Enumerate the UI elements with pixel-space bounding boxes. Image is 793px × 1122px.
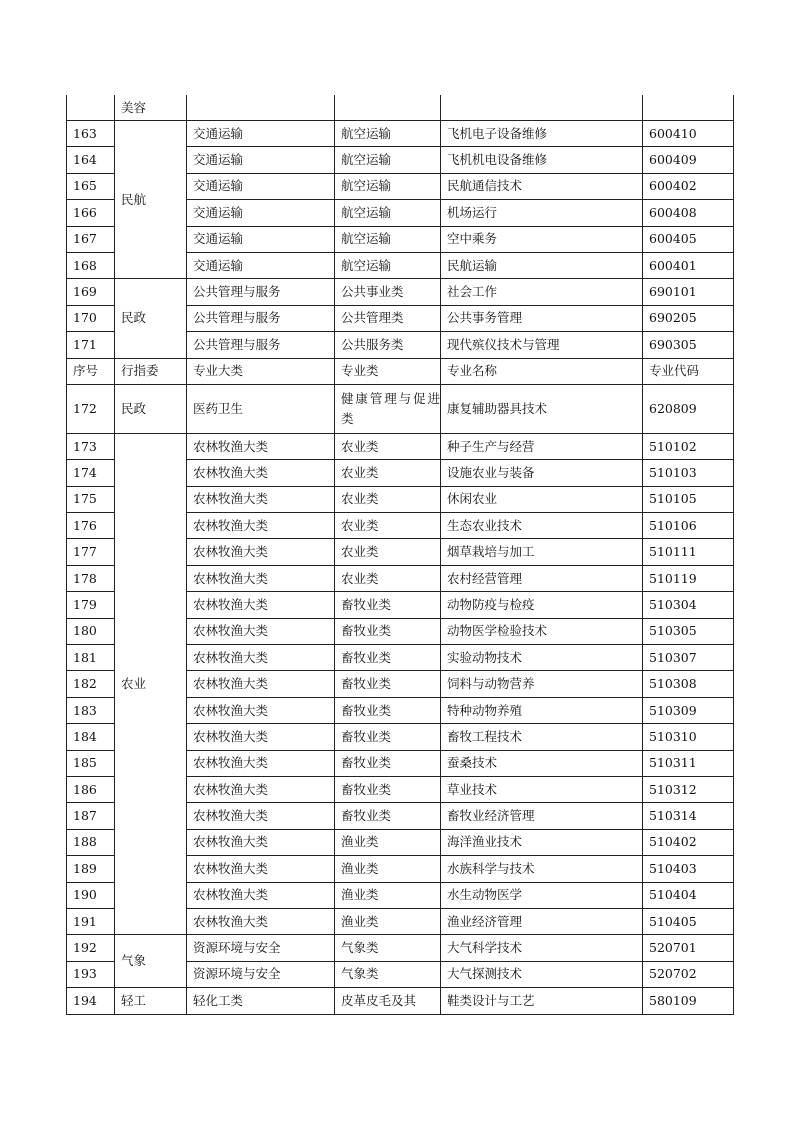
cell-code: 600401 (643, 252, 734, 278)
cell-category: 农林牧渔大类 (187, 750, 335, 776)
cell-category: 医药卫生 (187, 384, 335, 433)
cell-ministry: 农业 (115, 433, 187, 934)
header-category: 专业大类 (187, 358, 335, 384)
cell-class: 皮革皮毛及其 (335, 988, 441, 1014)
cell-class: 航空运输 (335, 252, 441, 278)
cell-code: 510102 (643, 433, 734, 459)
cell-no: 177 (67, 539, 115, 565)
cell-class: 畜牧业类 (335, 645, 441, 671)
cell-no: 190 (67, 882, 115, 908)
cell-name: 动物医学检验技术 (441, 618, 643, 644)
cell-no: 172 (67, 384, 115, 433)
cell-category: 交通运输 (187, 252, 335, 278)
cell-code: 600409 (643, 147, 734, 173)
cell-no: 193 (67, 961, 115, 987)
cell-no (67, 95, 115, 121)
cell-category: 农林牧渔大类 (187, 539, 335, 565)
table-row (67, 121, 734, 147)
cell-code: 510403 (643, 856, 734, 882)
cell-code: 510305 (643, 618, 734, 644)
cell-category (187, 95, 335, 121)
cell-class: 航空运输 (335, 173, 441, 199)
cell-name: 水族科学与技术 (441, 856, 643, 882)
table-row (67, 988, 734, 1014)
cell-category: 农林牧渔大类 (187, 697, 335, 723)
cell-class: 航空运输 (335, 147, 441, 173)
cell-category: 资源环境与安全 (187, 935, 335, 961)
cell-no: 192 (67, 935, 115, 961)
cell-no: 167 (67, 226, 115, 252)
cell-class: 气象类 (335, 935, 441, 961)
cell-category: 农林牧渔大类 (187, 882, 335, 908)
cell-name: 飞机机电设备维修 (441, 147, 643, 173)
cell-no: 169 (67, 279, 115, 305)
cell-code: 600402 (643, 173, 734, 199)
cell-category: 资源环境与安全 (187, 961, 335, 987)
table-row (67, 384, 734, 433)
cell-class: 畜牧业类 (335, 697, 441, 723)
cell-class: 公共事业类 (335, 279, 441, 305)
cell-code: 510312 (643, 776, 734, 802)
cell-class: 渔业类 (335, 829, 441, 855)
cell-category: 农林牧渔大类 (187, 460, 335, 486)
cell-code: 510119 (643, 565, 734, 591)
cell-no: 165 (67, 173, 115, 199)
cell-no: 180 (67, 618, 115, 644)
cell-category: 公共管理与服务 (187, 305, 335, 331)
cell-name: 生态农业技术 (441, 513, 643, 539)
cell-class: 畜牧业类 (335, 750, 441, 776)
cell-no: 194 (67, 988, 115, 1014)
cell-no: 186 (67, 776, 115, 802)
cell-ministry: 气象 (115, 935, 187, 988)
cell-code: 620809 (643, 384, 734, 433)
cell-no: 168 (67, 252, 115, 278)
cell-code: 510404 (643, 882, 734, 908)
cell-category: 农林牧渔大类 (187, 724, 335, 750)
cell-class: 农业类 (335, 486, 441, 512)
cell-name: 动物防疫与检疫 (441, 592, 643, 618)
header-name: 专业名称 (441, 358, 643, 384)
cell-no: 185 (67, 750, 115, 776)
cell-category: 轻化工类 (187, 988, 335, 1014)
cell-no: 174 (67, 460, 115, 486)
cell-name (441, 95, 643, 121)
cell-code (643, 95, 734, 121)
cell-code: 520702 (643, 961, 734, 987)
cell-code: 510311 (643, 750, 734, 776)
cell-category: 公共管理与服务 (187, 332, 335, 358)
cell-no: 191 (67, 908, 115, 934)
cell-no: 166 (67, 200, 115, 226)
cell-code: 520701 (643, 935, 734, 961)
cell-name: 畜牧工程技术 (441, 724, 643, 750)
cell-code: 580109 (643, 988, 734, 1014)
cell-code: 510402 (643, 829, 734, 855)
cell-name: 社会工作 (441, 279, 643, 305)
cell-name: 鞋类设计与工艺 (441, 988, 643, 1014)
cell-name: 民航通信技术 (441, 173, 643, 199)
cell-category: 农林牧渔大类 (187, 645, 335, 671)
cell-category: 农林牧渔大类 (187, 565, 335, 591)
cell-code: 690101 (643, 279, 734, 305)
cell-no: 170 (67, 305, 115, 331)
cell-category: 农林牧渔大类 (187, 513, 335, 539)
cell-name: 康复辅助器具技术 (441, 384, 643, 433)
cell-no: 178 (67, 565, 115, 591)
cell-category: 农林牧渔大类 (187, 486, 335, 512)
cell-name: 草业技术 (441, 776, 643, 802)
cell-ministry: 民政 (115, 279, 187, 358)
cell-name: 大气科学技术 (441, 935, 643, 961)
table-row (67, 433, 734, 459)
cell-code: 600410 (643, 121, 734, 147)
cell-name: 设施农业与装备 (441, 460, 643, 486)
cell-code: 510314 (643, 803, 734, 829)
cell-code: 510310 (643, 724, 734, 750)
cell-ministry: 民航 (115, 121, 187, 279)
table-header-row (67, 358, 734, 384)
cell-name: 水生动物医学 (441, 882, 643, 908)
cell-category: 交通运输 (187, 147, 335, 173)
cell-name: 饲料与动物营养 (441, 671, 643, 697)
cell-class: 畜牧业类 (335, 592, 441, 618)
cell-name: 实验动物技术 (441, 645, 643, 671)
cell-no: 164 (67, 147, 115, 173)
cell-class: 畜牧业类 (335, 724, 441, 750)
cell-ministry: 美容 (115, 95, 187, 121)
cell-category: 农林牧渔大类 (187, 592, 335, 618)
cell-class: 渔业类 (335, 856, 441, 882)
cell-class: 渔业类 (335, 882, 441, 908)
cell-class: 农业类 (335, 460, 441, 486)
cell-class: 农业类 (335, 565, 441, 591)
cell-no: 183 (67, 697, 115, 723)
cell-name: 飞机电子设备维修 (441, 121, 643, 147)
cell-class: 农业类 (335, 433, 441, 459)
cell-no: 187 (67, 803, 115, 829)
cell-code: 510304 (643, 592, 734, 618)
cell-code: 510103 (643, 460, 734, 486)
cell-ministry: 民政 (115, 384, 187, 433)
cell-category: 农林牧渔大类 (187, 776, 335, 802)
table-row (67, 935, 734, 961)
cell-class: 航空运输 (335, 121, 441, 147)
cell-class: 农业类 (335, 513, 441, 539)
cell-name: 休闲农业 (441, 486, 643, 512)
cell-class: 农业类 (335, 539, 441, 565)
cell-code: 600408 (643, 200, 734, 226)
cell-category: 农林牧渔大类 (187, 618, 335, 644)
cell-code: 510309 (643, 697, 734, 723)
cell-class: 畜牧业类 (335, 803, 441, 829)
cell-name: 特种动物养殖 (441, 697, 643, 723)
cell-category: 农林牧渔大类 (187, 908, 335, 934)
majors-table (66, 95, 734, 1015)
header-code: 专业代码 (643, 358, 734, 384)
cell-no: 175 (67, 486, 115, 512)
cell-category: 交通运输 (187, 173, 335, 199)
cell-name: 种子生产与经营 (441, 433, 643, 459)
cell-class: 公共服务类 (335, 332, 441, 358)
table-row (67, 95, 734, 121)
cell-category: 交通运输 (187, 200, 335, 226)
cell-no: 188 (67, 829, 115, 855)
cell-no: 184 (67, 724, 115, 750)
cell-code: 510308 (643, 671, 734, 697)
cell-name: 渔业经济管理 (441, 908, 643, 934)
cell-category: 农林牧渔大类 (187, 433, 335, 459)
cell-no: 182 (67, 671, 115, 697)
cell-no: 171 (67, 332, 115, 358)
cell-ministry: 轻工 (115, 988, 187, 1014)
cell-class: 畜牧业类 (335, 776, 441, 802)
cell-name: 民航运输 (441, 252, 643, 278)
cell-class: 气象类 (335, 961, 441, 987)
cell-code: 510111 (643, 539, 734, 565)
cell-code: 600405 (643, 226, 734, 252)
cell-no: 173 (67, 433, 115, 459)
cell-category: 公共管理与服务 (187, 279, 335, 305)
cell-code: 510106 (643, 513, 734, 539)
cell-class: 畜牧业类 (335, 618, 441, 644)
cell-code: 690305 (643, 332, 734, 358)
cell-name: 大气探测技术 (441, 961, 643, 987)
table-row (67, 279, 734, 305)
cell-code: 690205 (643, 305, 734, 331)
cell-category: 交通运输 (187, 226, 335, 252)
cell-class: 航空运输 (335, 200, 441, 226)
cell-category: 农林牧渔大类 (187, 856, 335, 882)
cell-class: 航空运输 (335, 226, 441, 252)
cell-code: 510405 (643, 908, 734, 934)
cell-code: 510307 (643, 645, 734, 671)
cell-name: 农村经营管理 (441, 565, 643, 591)
cell-name: 空中乘务 (441, 226, 643, 252)
cell-category: 交通运输 (187, 121, 335, 147)
cell-no: 176 (67, 513, 115, 539)
cell-name: 海洋渔业技术 (441, 829, 643, 855)
cell-class: 畜牧业类 (335, 671, 441, 697)
cell-category: 农林牧渔大类 (187, 803, 335, 829)
cell-category: 农林牧渔大类 (187, 671, 335, 697)
cell-name: 烟草栽培与加工 (441, 539, 643, 565)
cell-no: 179 (67, 592, 115, 618)
cell-no: 189 (67, 856, 115, 882)
cell-name: 蚕桑技术 (441, 750, 643, 776)
cell-name: 现代殡仪技术与管理 (441, 332, 643, 358)
cell-class: 公共管理类 (335, 305, 441, 331)
cell-name: 机场运行 (441, 200, 643, 226)
cell-name: 公共事务管理 (441, 305, 643, 331)
cell-class: 渔业类 (335, 908, 441, 934)
cell-name: 畜牧业经济管理 (441, 803, 643, 829)
cell-no: 181 (67, 645, 115, 671)
cell-category: 农林牧渔大类 (187, 829, 335, 855)
cell-class (335, 95, 441, 121)
cell-class: 健康管理与促进类 (335, 384, 441, 433)
cell-no: 163 (67, 121, 115, 147)
header-class: 专业类 (335, 358, 441, 384)
header-ministry: 行指委 (115, 358, 187, 384)
header-no: 序号 (67, 358, 115, 384)
cell-code: 510105 (643, 486, 734, 512)
